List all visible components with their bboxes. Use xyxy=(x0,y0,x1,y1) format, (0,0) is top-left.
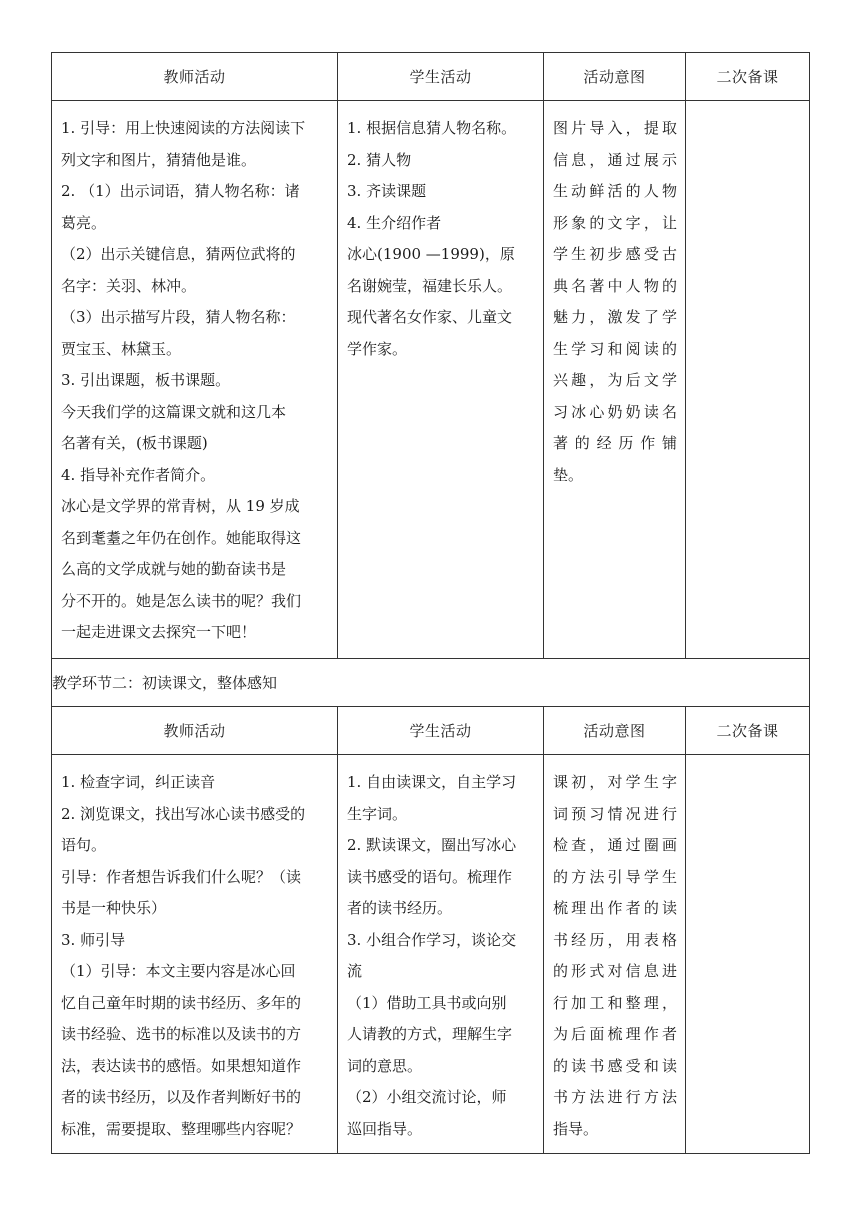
text-line: 分不开的。她是怎么读书的呢？我们 xyxy=(61,591,302,610)
text-line: 1. 自由读课文，自主学习 xyxy=(347,773,517,791)
text-line: 名谢婉莹，福建长乐人。 xyxy=(347,276,513,295)
text-line: 忆自己童年时期的读书经历、多年的 xyxy=(61,993,302,1012)
text-line: 的读书感受和读 xyxy=(553,1056,677,1075)
activity-intent-text xyxy=(544,101,685,499)
header-student-activity: 学生活动 xyxy=(338,707,544,755)
text-line: 冰心(1900 —1999)，原 xyxy=(347,245,515,263)
text-line: 3. 小组合作学习，谈论交 xyxy=(347,930,517,949)
text-line: 形象的文字，让 xyxy=(553,213,677,232)
text-line: 书经历，用表格 xyxy=(553,930,677,949)
text-line: 者的读书经历，以及作者判断好书的 xyxy=(61,1088,302,1106)
text-line: 学作家。 xyxy=(347,339,408,358)
text-line: 习冰心奶奶读名 xyxy=(553,402,677,421)
activity-intent-cell xyxy=(544,101,686,659)
text-line: 书方法进行方法 xyxy=(553,1088,677,1106)
header-row-1 xyxy=(52,53,810,101)
text-line: 3. 师引导 xyxy=(61,930,126,949)
text-line: 词预习情况进行 xyxy=(553,804,677,823)
text-line: 书是一种快乐） xyxy=(61,899,167,917)
section-row xyxy=(52,659,810,707)
student-activity-cell xyxy=(338,101,544,659)
header-teacher-activity: 教师活动 xyxy=(52,53,338,101)
text-line: 魅力，激发了学 xyxy=(553,308,677,326)
text-line: 一起走进课文去探究一下吧！ xyxy=(61,623,257,641)
teacher-activity-cell xyxy=(52,755,338,1154)
text-line: 引导：作者想告诉我们什么呢？（读 xyxy=(61,867,302,886)
content-row-1 xyxy=(52,101,810,659)
text-line: 2. 浏览课文，找出写冰心读书感受的 xyxy=(61,804,306,823)
teacher-activity-text xyxy=(52,101,337,657)
student-activity-cell xyxy=(338,755,544,1154)
text-line: 兴趣，为后文学 xyxy=(553,371,677,389)
header-second-prep: 二次备课 xyxy=(686,707,810,755)
teacher-activity-cell xyxy=(52,101,338,659)
text-line: 词的意思。 xyxy=(347,1056,423,1075)
text-line: 的方法引导学生 xyxy=(553,867,677,886)
text-line: 典名著中人物的 xyxy=(553,276,677,295)
content-row-2 xyxy=(52,755,810,1154)
text-line: 名字：关羽、林冲。 xyxy=(61,276,197,295)
header-activity-intent: 活动意图 xyxy=(544,53,686,101)
text-line: 1. 引导：用上快速阅读的方法阅读下 xyxy=(61,119,306,137)
text-line: 生字词。 xyxy=(347,804,408,823)
header-activity-intent: 活动意图 xyxy=(544,707,686,755)
text-line: 么高的文学成就与她的勤奋读书是 xyxy=(61,560,287,578)
activity-intent-text xyxy=(544,755,685,1153)
text-line: 1. 检查字词，纠正读音 xyxy=(61,773,216,791)
text-line: 3. 引出课题，板书课题。 xyxy=(61,371,231,389)
text-line: 4. 生介绍作者 xyxy=(347,213,442,232)
text-line: 法，表达读书的感悟。如果想知道作 xyxy=(61,1056,302,1075)
header-row-2 xyxy=(52,707,810,755)
text-line: （2）出示关键信息，猜两位武将的 xyxy=(61,245,296,263)
text-line: 巡回指导。 xyxy=(347,1119,423,1138)
text-line: 名到耄耋之年仍在创作。她能取得这 xyxy=(61,528,302,547)
teacher-activity-text xyxy=(52,755,337,1153)
text-line: 名著有关，(板书课题) xyxy=(61,434,208,452)
text-line: 冰心是文学界的常青树，从 19 岁成 xyxy=(61,497,300,515)
text-line: 的形式对信息进 xyxy=(553,962,677,980)
text-line: （3）出示描写片段，猜人物名称： xyxy=(61,308,296,326)
text-line: 为后面梳理作者 xyxy=(553,1025,677,1043)
text-line: 2. 默读课文，圈出写冰心 xyxy=(347,836,517,854)
text-line: 生学习和阅读的 xyxy=(553,339,677,358)
text-line: 2. （1）出示词语，猜人物名称：诸 xyxy=(61,182,300,200)
text-line: 今天我们学的这篇课文就和这几本 xyxy=(61,402,287,421)
text-line: 4. 指导补充作者简介。 xyxy=(61,465,216,484)
text-line: （2）小组交流讨论，师 xyxy=(347,1088,507,1106)
text-line: 现代著名女作家、儿童文 xyxy=(347,308,513,326)
text-line: （1）借助工具书或向别 xyxy=(347,993,507,1012)
text-line: 图片导入，提取 xyxy=(553,119,677,137)
text-line: 葛亮。 xyxy=(61,213,107,232)
second-prep-cell xyxy=(686,101,810,659)
text-line: 指导。 xyxy=(553,1119,599,1138)
text-line: 学生初步感受古 xyxy=(553,245,677,263)
text-line: 1. 根据信息猜人物名称。 xyxy=(347,119,517,137)
second-prep-cell xyxy=(686,755,810,1154)
text-line: 行加工和整理， xyxy=(553,993,677,1012)
student-activity-text xyxy=(338,101,543,373)
text-line: 2. 猜人物 xyxy=(347,150,412,169)
text-line: 信息，通过展示 xyxy=(553,150,677,169)
text-line: 3. 齐读课题 xyxy=(347,182,427,200)
text-line: 语句。 xyxy=(61,836,107,854)
text-line: 标准，需要提取、整理哪些内容呢？ xyxy=(61,1119,302,1138)
text-line: 著的经历作铺 xyxy=(553,434,677,452)
text-line: 者的读书经历。 xyxy=(347,899,453,917)
header-second-prep: 二次备课 xyxy=(686,53,810,101)
text-line: 梳理出作者的读 xyxy=(553,899,677,917)
lesson-plan-table xyxy=(51,52,810,1154)
second-prep-text xyxy=(686,755,809,775)
section-title: 教学环节二：初读课文，整体感知 xyxy=(52,659,810,707)
header-student-activity: 学生活动 xyxy=(338,53,544,101)
student-activity-text xyxy=(338,755,543,1153)
text-line: 贾宝玉、林黛玉。 xyxy=(61,339,182,358)
text-line: 人请教的方式，理解生字 xyxy=(347,1025,513,1043)
text-line: 列文字和图片，猜猜他是谁。 xyxy=(61,150,257,169)
text-line: 垫。 xyxy=(553,465,584,484)
text-line: 检查，通过圈画 xyxy=(553,836,677,854)
text-line: 读书经验、选书的标准以及读书的方 xyxy=(61,1025,302,1043)
text-line: 流 xyxy=(347,962,363,980)
text-line: 课初，对学生字 xyxy=(553,773,677,791)
second-prep-text xyxy=(686,101,809,121)
text-line: 生动鲜活的人物 xyxy=(553,182,677,200)
header-teacher-activity: 教师活动 xyxy=(52,707,338,755)
activity-intent-cell xyxy=(544,755,686,1154)
text-line: （1）引导：本文主要内容是冰心回 xyxy=(61,962,296,980)
text-line: 读书感受的语句。梳理作 xyxy=(347,867,513,886)
